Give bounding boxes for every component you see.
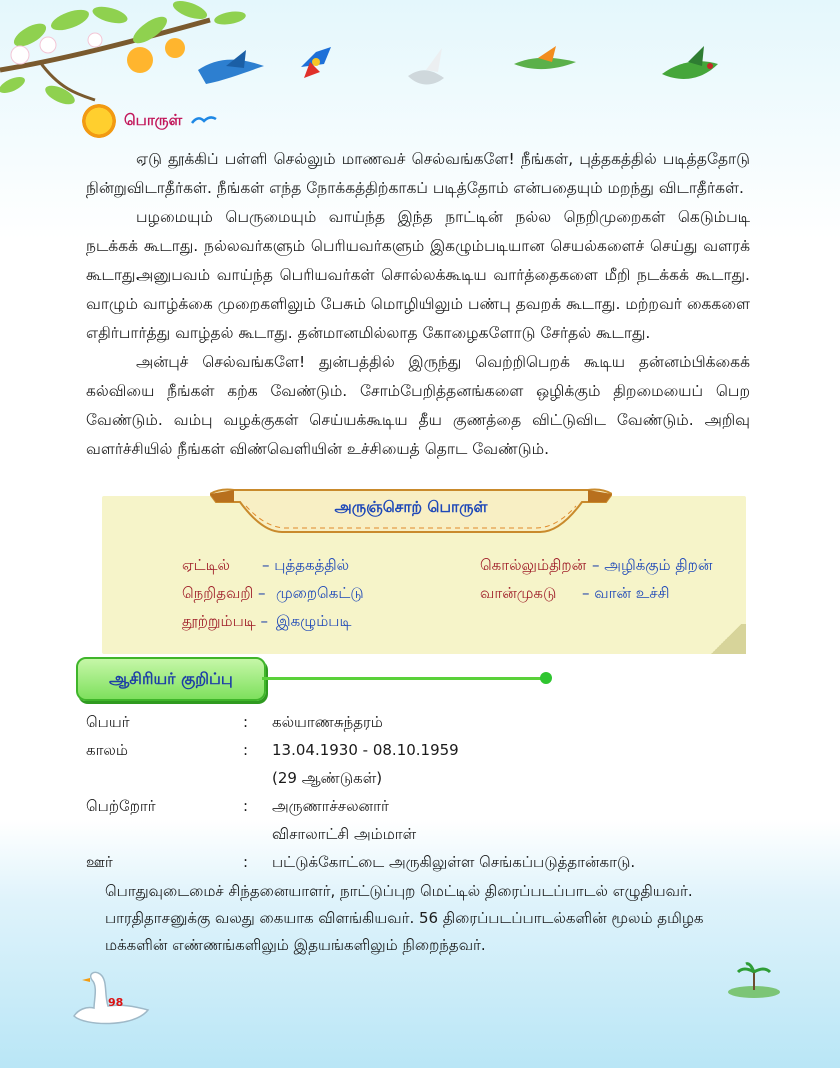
paragraph-4: அன்புச் செல்வங்களே! துன்பத்தில் இருந்து வெற்றிபெறக் கூடிய தன்னம்பிக்கைக் கல்வியை நீங்கள் கற்க வேண்டும். சோம்பேறித்தனங்களை ஒழிக்கும் திறமையைப் பெற வேண்டும். வம்பு வழக்குகள் செய்யக்கூடிய தீய குணத்தை விட்டுவிட வேண்டும். அறிவு வளர்ச்சியில் நீங்கள் விண்வெளியின் உச்சியைத் தொட வேண்டும். xyxy=(86,353,750,458)
info-value: 13.04.1930 - 08.10.1959 xyxy=(272,741,459,759)
author-heading: ஆசிரியர் குறிப்பு xyxy=(76,657,266,701)
glossary-meaning: – வான் உச்சி xyxy=(582,584,670,602)
bee-eater-icon xyxy=(512,44,578,80)
paragraph-1: ஏடு தூக்கிப் பள்ளி செல்லும் மாணவச் செல்வங்களே! நீங்கள், புத்தகத்தில் படித்ததோடு நின்றுவிடாதீர்கள். நீங்கள் எந்த நோக்கத்திற்காகப் படித்தோம் என்பதையும் மறந்து விடாதீர்கள். xyxy=(86,150,750,197)
glossary-term: தூற்றும்படி – xyxy=(182,612,269,630)
glossary-term: நெறிதவறி – xyxy=(182,584,266,602)
section-title: பொருள் xyxy=(124,111,183,129)
divider-line xyxy=(262,677,546,680)
blue-bird-icon xyxy=(196,48,266,90)
paragraph-3: அனுபவம் வாய்ந்த பெரியவர்கள் சொல்லக்கூடிய வார்த்தைகளை மீறி நடக்கக் கூடாது. வாழும் வாழ்க்கை முறைகளிலும் பேசும் மொழியிலும் பண்பு தவறக் கூடாது. மற்றவர் கைகளை எதிர்பார்த்து வாழ்தல் கூடாது. தன்மானமில்லாத கோழைகளோடு சேர்தல் கூடாது. xyxy=(86,266,750,342)
glossary-meaning: இகழும்படி xyxy=(276,612,352,630)
island-icon xyxy=(724,960,784,1000)
glossary-meaning: – புத்தகத்தில் xyxy=(262,556,350,574)
macaw-icon xyxy=(296,42,336,82)
flying-bird-icon xyxy=(190,113,218,129)
info-label: பெற்றோர் xyxy=(86,797,156,815)
info-colon: : xyxy=(243,853,249,871)
info-colon: : xyxy=(243,713,249,731)
page-number: 98 xyxy=(108,996,124,1009)
info-value: விசாலாட்சி அம்மாள் xyxy=(272,825,417,843)
divider-dot xyxy=(540,672,552,684)
glossary-term: கொல்லும்திறன் xyxy=(480,556,587,574)
glossary-term: ஏட்டில் xyxy=(182,556,231,574)
sun-icon xyxy=(82,104,116,138)
parrot-icon xyxy=(658,44,722,92)
paragraph-2: பழமையும் பெருமையும் வாய்ந்த இந்த நாட்டின் நல்ல நெறிமுறைகள் கெடும்படி நடக்கக் கூடாது. நல்லவர்களும் பெரியவர்களும் இகழும்படியான செயல்களைச் செய்து வளரக் கூடாது. xyxy=(86,208,750,284)
info-label: பெயர் xyxy=(86,713,130,731)
info-label: காலம் xyxy=(86,741,128,759)
info-value: அருணாச்சலனார் xyxy=(272,797,389,815)
glossary-term: வான்முகடு xyxy=(480,584,557,602)
glossary-title: அருஞ்சொற் பொருள் xyxy=(334,498,488,516)
author-bio: பொதுவுடைமைச் சிந்தனையாளர், நாட்டுப்புற மெட்டில் திரைப்படப்பாடல் எழுதியவர். பாரதிதாசனுக்கு வலது கையாக விளங்கியவர். 56 திரைப்படப்பாடல்களின் மூலம் தமிழக மக்களின் எண்ணங்களிலும் இதயங்களிலும் நிறைந்தவர். xyxy=(105,882,704,954)
info-value: (29 ஆண்டுகள்) xyxy=(272,769,383,787)
section-heading xyxy=(82,104,218,138)
info-value: பட்டுக்கோட்டை அருகிலுள்ள செங்கப்படுத்தான்காடு. xyxy=(272,853,636,871)
dove-icon xyxy=(404,46,458,92)
glossary-meaning: – அழிக்கும் திறன் xyxy=(592,556,713,574)
info-label: ஊர் xyxy=(86,853,113,871)
info-colon: : xyxy=(243,797,249,815)
glossary-meaning: முறைகெட்டு xyxy=(276,584,364,602)
info-colon: : xyxy=(243,741,249,759)
info-value: கல்யாணசுந்தரம் xyxy=(272,713,383,731)
